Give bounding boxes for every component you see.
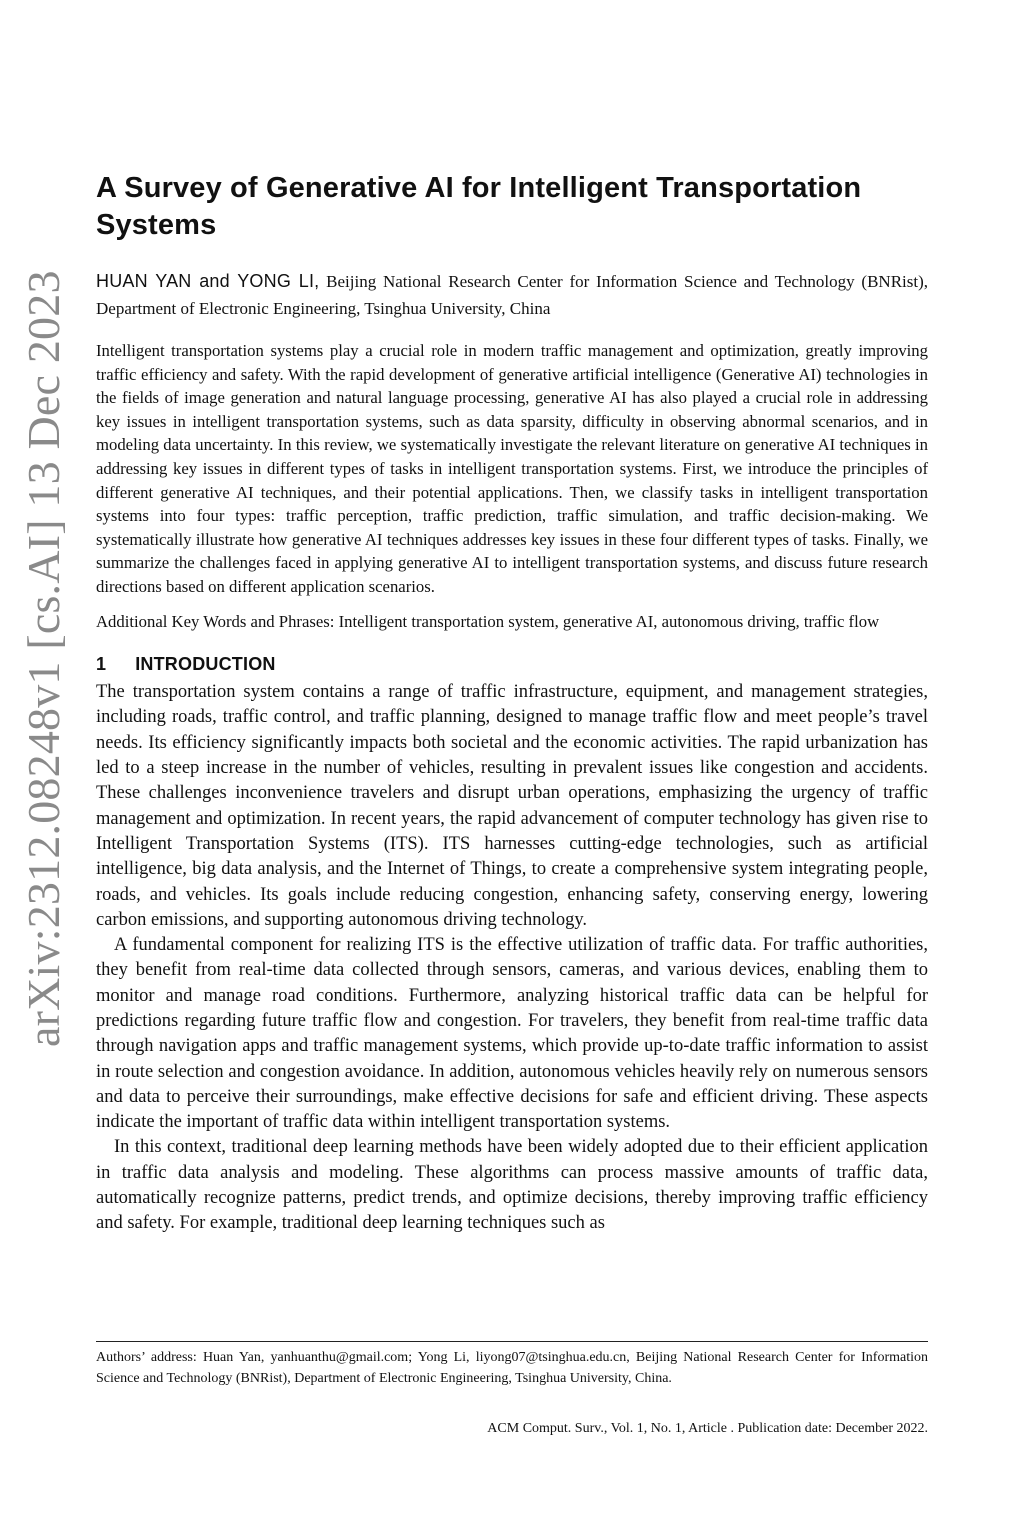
author-block	[96, 268, 928, 322]
arxiv-identifier-stamp: arXiv:2312.08248v1 [cs.AI] 13 Dec 2023	[18, 270, 69, 1047]
author-names: HUAN YAN and YONG LI,	[96, 271, 320, 291]
author-address-footnote: Authors’ address: Huan Yan, yanhuanthu@gmail.com; Yong Li, liyong07@tsinghua.edu.cn, Beijing National Research Center for Information Science and Technology (BNRist), Department of Electronic Engineering, Tsinghua University, China.	[96, 1350, 928, 1386]
introduction-heading	[96, 652, 928, 676]
introduction-paragraph: The transportation system contains a range of traffic infrastructure, equipment, and management strategies, including roads, traffic control, and traffic planning, designed to manage traffic flow and meet people’s travel needs. Its efficiency significantly impacts both societal and the economic activities. The rapid urbanization has led to a steep increase in the number of vehicles, resulting in prevalent issues like congestion and accidents. These challenges inconvenience travelers and disrupt urban operations, emphasizing the urgency of traffic management and optimization. In recent years, the rapid advancement of computer technology has given rise to Intelligent Transportation Systems (ITS). ITS harnesses cutting-edge technologies, such as artificial intelligence, big data analysis, and the Internet of Things, to create a comprehensive system integrating people, roads, and vehicles. Its goals include reducing congestion, enhancing safety, conserving energy, lowering carbon emissions, and supporting autonomous driving technology.	[96, 682, 928, 930]
journal-footer: ACM Comput. Surv., Vol. 1, No. 1, Article . Publication date: December 2022.	[487, 1421, 928, 1436]
abstract: Intelligent transportation systems play a crucial role in modern traffic management and optimization, greatly improving traffic efficiency and safety. With the rapid development of generative artificial intelligence (Generative AI) technologies in the fields of image generation and natural language processing, generative AI has also played a crucial role in addressing key issues in intelligent transportation systems, such as data sparsity, difficulty in observing abnormal scenarios, and in modeling data uncertainty. In this review, we systematically investigate the relevant literature on generative AI techniques in addressing key issues in different types of tasks in intelligent transportation systems. First, we introduce the principles of different generative AI techniques, and their potential applications. Then, we classify tasks in intelligent transportation systems into four types: traffic perception, traffic prediction, traffic simulation, and traffic decision-making. We systematically illustrate how generative AI techniques addresses key issues in these four different types of tasks. Finally, we summarize the challenges faced in applying generative AI to intelligent transportation systems, and discuss future research directions based on different application scenarios.	[96, 341, 928, 596]
keywords: Additional Key Words and Phrases: Intelligent transportation system, generative AI, autonomous driving, traffic flow	[96, 611, 880, 631]
footnote-divider	[96, 1341, 928, 1342]
paper-content	[96, 170, 928, 1237]
paper-title: A Survey of Generative AI for Intelligent Transportation Systems	[96, 172, 862, 241]
section-title: INTRODUCTION	[135, 654, 276, 675]
introduction-paragraph: A fundamental component for realizing ITS is the effective utilization of traffic data. For traffic authorities, they benefit from real-time data collected through sensors, cameras, and various devices, enabling them to monitor and manage road conditions. Furthermore, analyzing historical traffic data can be helpful for predictions regarding future traffic flow and congestion. For travelers, they benefit from real-time traffic data through navigation apps and traffic management systems, which provide up-to-date traffic information to assist in route selection and congestion avoidance. In addition, autonomous vehicles heavily rely on numerous sensors and data to perceive their surroundings, make effective decisions for safe and efficient driving. These aspects indicate the important of traffic data within intelligent transportation systems.	[96, 935, 928, 1133]
author-affiliation: Beijing National Research Center for Information Science and Technology (BNRist), Department of Electronic Engineering, Tsinghua University, China	[96, 272, 929, 318]
introduction-paragraph: In this context, traditional deep learning methods have been widely adopted due to their efficient application in traffic data analysis and modeling. These algorithms can process massive amounts of traffic data, automatically recognize patterns, predict trends, and optimize decisions, thereby improving traffic efficiency and safety. For example, traditional deep learning techniques such as	[96, 1137, 928, 1234]
section-number: 1	[96, 654, 107, 675]
